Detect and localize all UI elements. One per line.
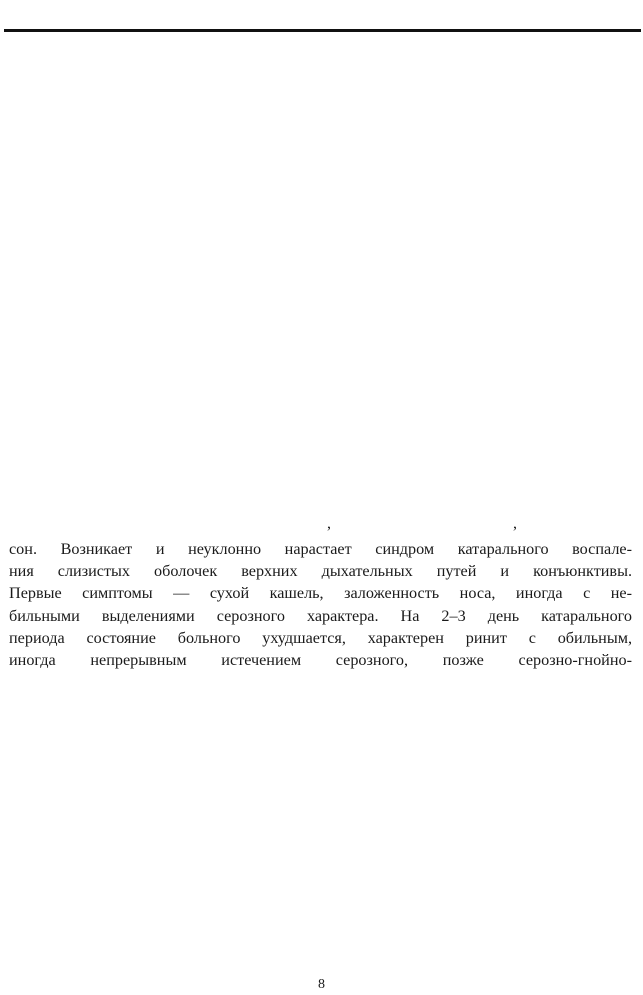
text-line: иногда непрерывным истечением серозного, позже серозно-гнойно-: [9, 650, 632, 669]
comma-fragment: ,: [327, 515, 331, 532]
page-number: 8: [318, 977, 325, 992]
comma-fragments: [0, 516, 643, 532]
text-line: бильными выделениями серозного характера. На 2–3 день катарального: [9, 606, 632, 625]
text-line: периода состояние больного ухудшается, характерен ринит с обильным,: [9, 628, 632, 647]
comma-fragment: ,: [513, 515, 517, 532]
body-paragraph: [9, 538, 632, 671]
text-line: сон. Возникает и неуклонно нарастает синдром катарального воспале-: [9, 540, 632, 558]
header-rule: [4, 29, 641, 32]
text-line: ния слизистых оболочек верхних дыхательных путей и конъюнктивы.: [9, 562, 632, 581]
text-line: Первые симптомы — сухой кашель, заложенность носа, иногда с не-: [9, 584, 632, 603]
